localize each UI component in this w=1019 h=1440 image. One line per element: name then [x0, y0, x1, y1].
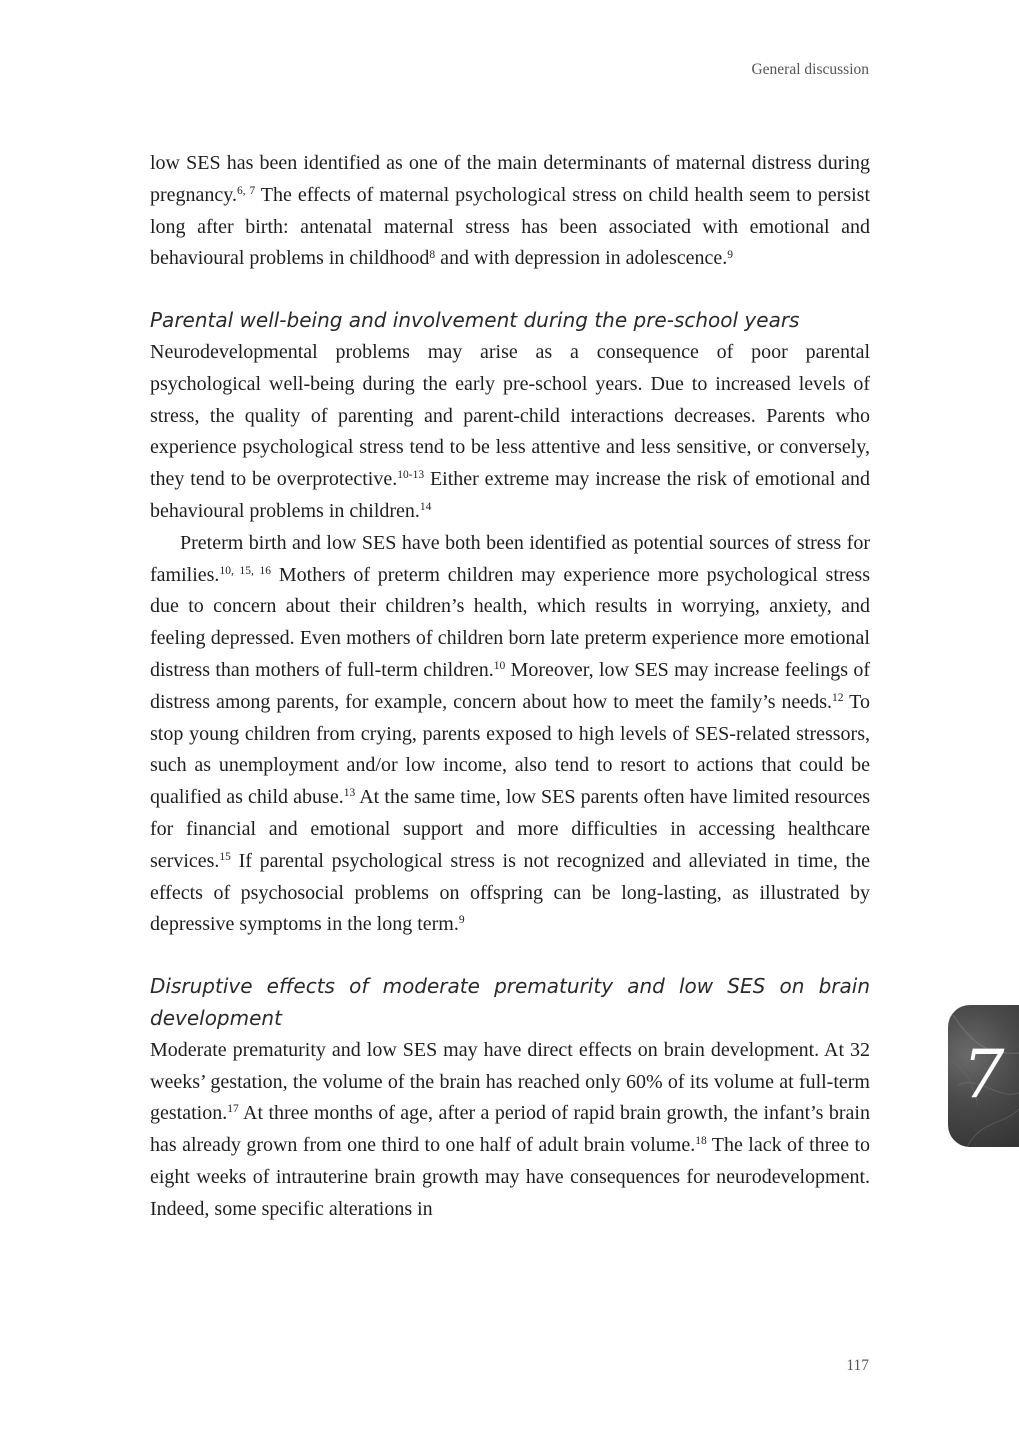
- section-spacer: [150, 275, 870, 305]
- chapter-tab: [948, 1005, 1019, 1147]
- running-header: General discussion: [751, 61, 869, 78]
- body-paragraph: Preterm birth and low SES have both been identified as potential sources of stress for families.$^{10, 15, 16}$ Mothers of preterm children may experience more psychological stress due to concern about their children’s health, which results in worrying, anxiety, and feeling depressed. Even mothers of children born late preterm experience more emotional distress than mothers of full-term children.$^{10}$ Moreover, low SES may increase feelings of distress among parents, for example, concern about how to meet the family’s needs.$^{12}$ To stop young children from crying, parents exposed to high levels of SES-related stressors, such as unemployment and/or low income, also tend to resort to actions that could be qualified as child abuse.$^{13}$ At the same time, low SES parents often have limited resources for financial and emotional support and more difficulties in accessing healthcare services.$^{15}$ If parental psychological stress is not recognized and alleviated in time, the effects of psychosocial problems on offspring can be long-lasting, as illustrated by depressive symptoms in the long term.$^9$: [150, 531, 871, 936]
- page-number: 117: [846, 1357, 869, 1374]
- body-paragraph: low SES has been identified as one of the main determinants of maternal distress during pregnancy.$^{6, 7}$ The effects of maternal psychological stress on child health seem to persist long after birth: antenatal maternal stress has been associated with emotional and behavioural problems in childhood$^8$ and with depression in adolescence.$^9$: [150, 152, 871, 270]
- citation-ref: 18: [695, 1135, 707, 1148]
- citation-ref: 10-13: [397, 469, 425, 482]
- citation-ref: 8: [429, 248, 436, 261]
- citation-ref: 13: [343, 787, 356, 800]
- citation-ref: 6, 7: [237, 184, 256, 197]
- body-paragraph: Neurodevelopmental problems may arise as a consequence of poor parental psychological well-being during the early pre-school years. Due to increased levels of stress, the quality of parenting and parent-child interactions decreases. Parents who experience psychological stress tend to be less attentive and less sensitive, or conversely, they tend to be overprotective.$^{10-13}$ Either extreme may increase the risk of emotional and behavioural problems in children.$^{14}$: [150, 340, 870, 522]
- body-paragraph: Moderate prematurity and low SES may have direct effects on brain development. At 32 weeks’ gestation, the volume of the brain has reached only 60% of its volume at full-term gestation.$^{17}$ At three months of age, after a period of rapid brain growth, the infant’s brain has already grown from one third to one half of adult brain volume.$^{18}$ The lack of three to eight weeks of intrauterine brain growth may have consequences for neurodevelopment. Indeed, some specific alterations in: [150, 1038, 870, 1220]
- citation-ref: 14: [419, 501, 432, 514]
- citation-ref: 10, 15, 16: [219, 564, 272, 577]
- section-heading: Parental well-being and involvement during the pre-school years: [150, 308, 800, 333]
- chapter-number: 7: [962, 1036, 1005, 1113]
- citation-ref: 10: [493, 660, 506, 673]
- page-body: [150, 148, 870, 1226]
- section-spacer: [150, 941, 870, 971]
- citation-ref: 15: [219, 850, 231, 863]
- citation-ref: 17: [227, 1103, 239, 1116]
- citation-ref: 12: [832, 691, 844, 704]
- section-heading: Disruptive effects of moderate prematurity and low SES on brain development: [150, 974, 870, 1030]
- citation-ref: 9: [458, 914, 465, 927]
- citation-ref: 9: [727, 248, 734, 261]
